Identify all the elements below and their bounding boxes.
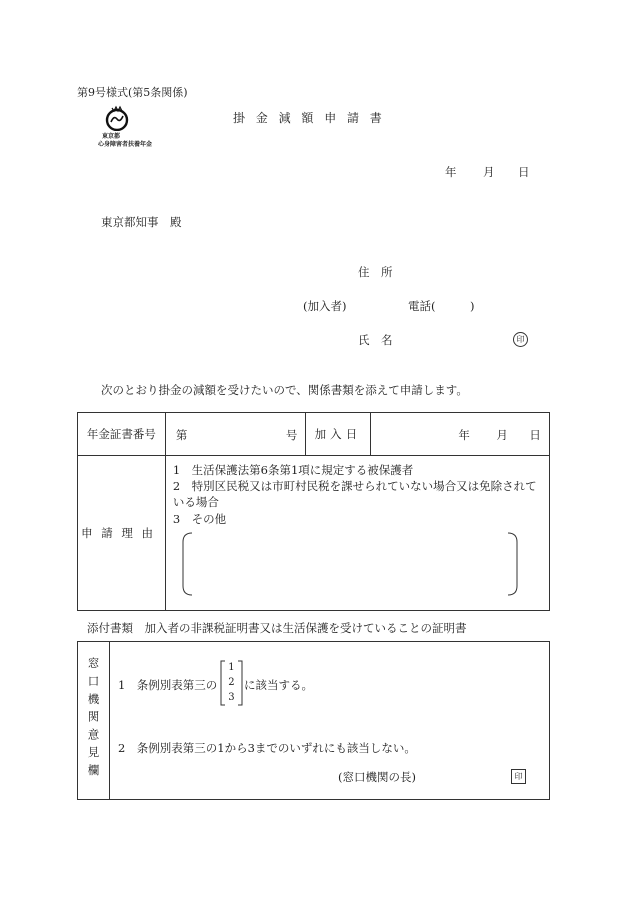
- intro-text: 次のとおり掛金の減額を受けたいので、関係書類を添えて申請します。: [101, 383, 468, 397]
- reason-cell: [165, 456, 549, 611]
- agency-opinion-label-cell: [78, 642, 110, 800]
- logo: [98, 105, 178, 147]
- logo-line-2: 心身障害者扶養年金: [98, 141, 153, 148]
- form-number: 第9号様式(第5条関係): [77, 86, 188, 99]
- phone-label: 電話( ): [408, 299, 475, 313]
- join-day: 日: [529, 428, 541, 442]
- agency-seal-mark: 印: [511, 769, 526, 784]
- cert-number-label: 年金証書番号: [78, 413, 166, 456]
- agency-opinion-table: [77, 641, 550, 800]
- member-label: (加入者): [303, 299, 347, 313]
- name-label: 氏 名: [358, 333, 393, 347]
- logo-emblem-icon: [102, 105, 132, 131]
- cert-number-field[interactable]: [165, 413, 305, 456]
- attachments-note: 添付書類 加入者の非課税証明書又は生活保護を受けていることの証明書: [87, 621, 467, 635]
- cert-prefix: 第: [175, 428, 188, 442]
- item1-prefix: 1 条例別表第三の: [117, 678, 218, 692]
- signer-label: (窓口機関の長): [337, 770, 416, 784]
- join-date-label: 加入日: [305, 413, 371, 456]
- address-label: 住 所: [358, 265, 393, 279]
- right-brace-icon: [237, 660, 243, 706]
- join-date-field[interactable]: [371, 413, 550, 456]
- logo-line-1: 東京都: [102, 133, 121, 140]
- agency-opinion-cell: [109, 642, 549, 800]
- cert-suffix: 号: [285, 428, 298, 442]
- reason-1: 1 生活保護法第6条第1項に規定する被保護者: [172, 463, 414, 477]
- reason-3: 3 その他: [172, 512, 227, 526]
- application-table: [77, 412, 550, 611]
- date-month: 月: [483, 165, 495, 179]
- addressee: 東京都知事 殿: [101, 215, 182, 229]
- item2-text: 2 条例別表第三の1から3までのいずれにも該当しない。: [117, 741, 416, 755]
- item1-suffix: に該当する。: [243, 678, 313, 692]
- agency-seal: [511, 768, 526, 784]
- date-day: 日: [518, 165, 530, 179]
- option-1: 1: [228, 662, 235, 673]
- reason-label: 申請理由: [78, 456, 166, 611]
- agency-opinion-label: 窓口機関意見欄: [86, 656, 101, 782]
- item1-options: [227, 660, 236, 705]
- applicant-seal: [513, 331, 528, 347]
- left-brace-icon: [220, 660, 226, 706]
- seal-mark: 印: [513, 332, 528, 347]
- option-2: 2: [228, 677, 235, 688]
- reason-2: 2 特別区民税又は市町村民税を課せられていない場合又は免除されている場合: [172, 479, 537, 509]
- join-year: 年: [458, 428, 470, 442]
- document-title: 掛金減額申請書: [233, 111, 393, 125]
- option-3: 3: [228, 692, 235, 703]
- date-year: 年: [445, 165, 457, 179]
- join-month: 月: [496, 428, 508, 442]
- other-reason-brackets[interactable]: [182, 532, 518, 596]
